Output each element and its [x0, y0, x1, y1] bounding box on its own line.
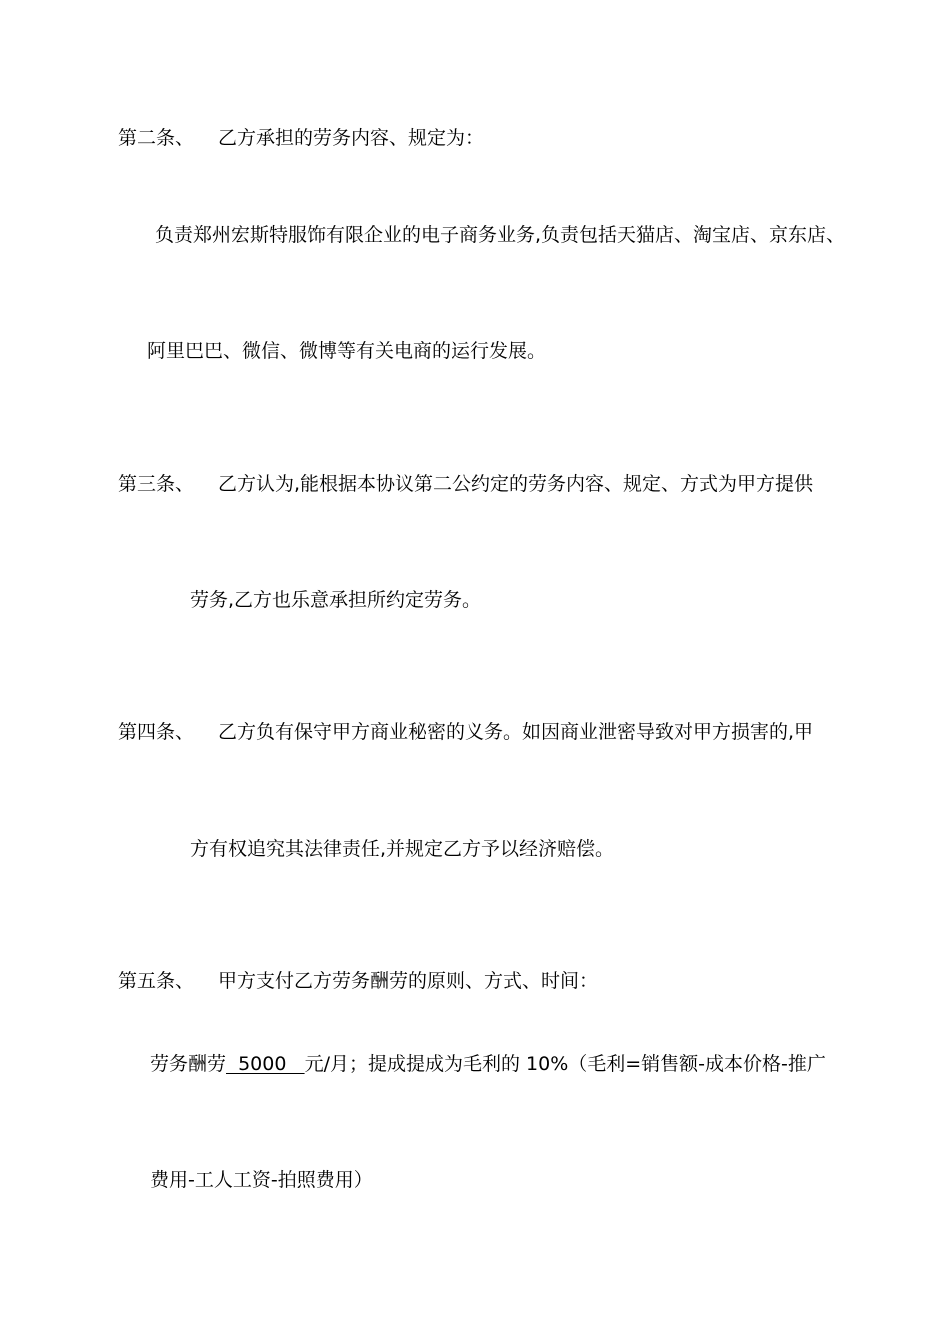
clause-5-number: 第五条、	[118, 970, 195, 992]
clause-2-line-3: 阿里巴巴、微信、微博等有关电商的运行发展。	[147, 340, 547, 362]
clause-5-line-1: 甲方支付乙方劳务酬劳的原则、方式、时间：	[218, 970, 599, 992]
pay-amount: 5000	[226, 1053, 305, 1075]
clause-3-line-2: 劳务,乙方也乐意承担所约定劳务。	[190, 589, 482, 611]
clause-5-pay-line	[150, 1052, 826, 1076]
pay-prefix: 劳务酬劳	[150, 1053, 227, 1075]
clause-2-number: 第二条、	[118, 127, 195, 149]
clause-4-number: 第四条、	[118, 721, 195, 743]
clause-3-number: 第三条、	[118, 473, 195, 495]
clause-3-line-1: 乙方认为,能根据本协议第二公约定的劳务内容、规定、方式为甲方提供	[218, 473, 814, 495]
clause-4-line-2: 方有权追究其法律责任,并规定乙方予以经济赔偿。	[190, 838, 615, 860]
clause-2-line-2: 负责郑州宏斯特服饰有限企业的电子商务业务,负责包括天猫店、淘宝店、京东店、	[155, 224, 846, 246]
clause-4-line-1: 乙方负有保守甲方商业秘密的义务。如因商业泄密导致对甲方损害的,甲	[218, 721, 814, 743]
clause-5-line-3: 费用-工人工资-拍照费用）	[150, 1169, 373, 1191]
clause-2-line-1: 乙方承担的劳务内容、规定为：	[218, 127, 485, 149]
pay-suffix: 元/月；提成提成为毛利的 10%（毛利=销售额-成本价格-推广	[304, 1053, 826, 1075]
